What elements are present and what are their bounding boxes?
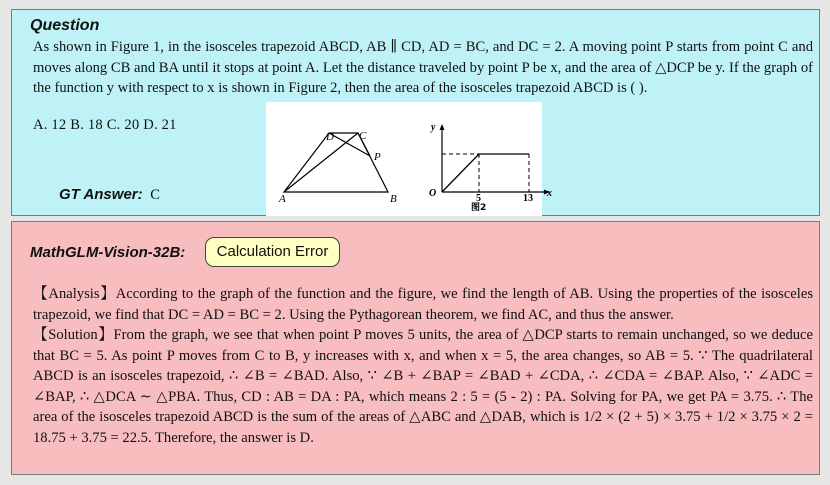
function-curve [442, 154, 529, 192]
question-figure [266, 102, 552, 216]
gt-answer [59, 186, 160, 204]
label-c: C [359, 130, 367, 142]
question-title: Question [30, 17, 100, 34]
question-panel [11, 9, 820, 216]
gt-answer-label: GT Answer: [59, 186, 143, 203]
gt-answer-value: C [150, 187, 161, 203]
model-response [33, 284, 813, 448]
figure2-caption: 图2 [471, 203, 487, 213]
figure1-trapezoid [284, 133, 388, 192]
trapezoid-abcd [284, 133, 388, 192]
figure2-graph [440, 124, 551, 195]
segment-ac [284, 133, 358, 192]
label-d: D [326, 131, 334, 143]
analysis-paragraph: 【Analysis】According to the graph of the function and the figure, we find the length of AB. Using the properties of the isosceles trapezoid, we find that DC = AD = BC = 2. Using the Pythagorean theorem, we find AC, and thus the answer. [33, 286, 813, 323]
model-name: MathGLM-Vision-32B: [30, 244, 186, 261]
tick-5: 5 [476, 193, 481, 204]
y-axis-arrow [440, 124, 445, 130]
tick-13: 13 [523, 193, 533, 204]
label-a: A [279, 193, 286, 205]
origin-label: O [429, 188, 437, 199]
label-b: B [390, 193, 397, 205]
answer-panel [11, 221, 820, 475]
solution-paragraph: 【Solution】From the graph, we see that when point P moves 5 units, the area of △DCP starts to remain unchanged, so we deduce that BC = 5. As point P moves from C to B, y increases with x, and when x = 5, the area changes, so AB = 5. ∵ The quadrilateral ABCD is an isosceles trapezoid, ∴ ∠B = ∠BAD. Also, ∵ ∠B + ∠BAP = ∠BAD + ∠CDA, ∴ ∠CDA = ∠BAP. Also, ∵ ∠ADC = ∠BAP, ∴ △DCA ∼ △PBA. Thus, CD : AB = DA : PA, which means 2 : 5 = (5 - 2) : PA. Solving for PA, we get PA = 3.75. ∴ The area of the isosceles trapezoid ABCD is the sum of the areas of △ABC and △DAB, which is 1/2 × (2 + 5) × 3.75 + 1/2 × 3.75 × 2 = 18.75 + 3.75 = 22.5. Therefore, the answer is D. [33, 327, 813, 446]
figure-svg [266, 102, 552, 216]
x-axis-label: x [547, 188, 552, 199]
answer-choices: A. 12 B. 18 C. 20 D. 21 [33, 117, 177, 133]
error-badge: Calculation Error [205, 237, 340, 267]
y-axis-label: y [431, 122, 436, 133]
label-p: P [374, 151, 381, 163]
question-text: As shown in Figure 1, in the isosceles trapezoid ABCD, AB ∥ CD, AD = BC, and DC = 2. A moving point P starts from point C and moves along CB and BA until it stops at point A. Let the distance traveled by point P be x, and the area of △DCP be y. If the graph of the function y with respect to x is shown in Figure 2, then the area of the isosceles trapezoid ABCD is ( ). [33, 39, 813, 96]
